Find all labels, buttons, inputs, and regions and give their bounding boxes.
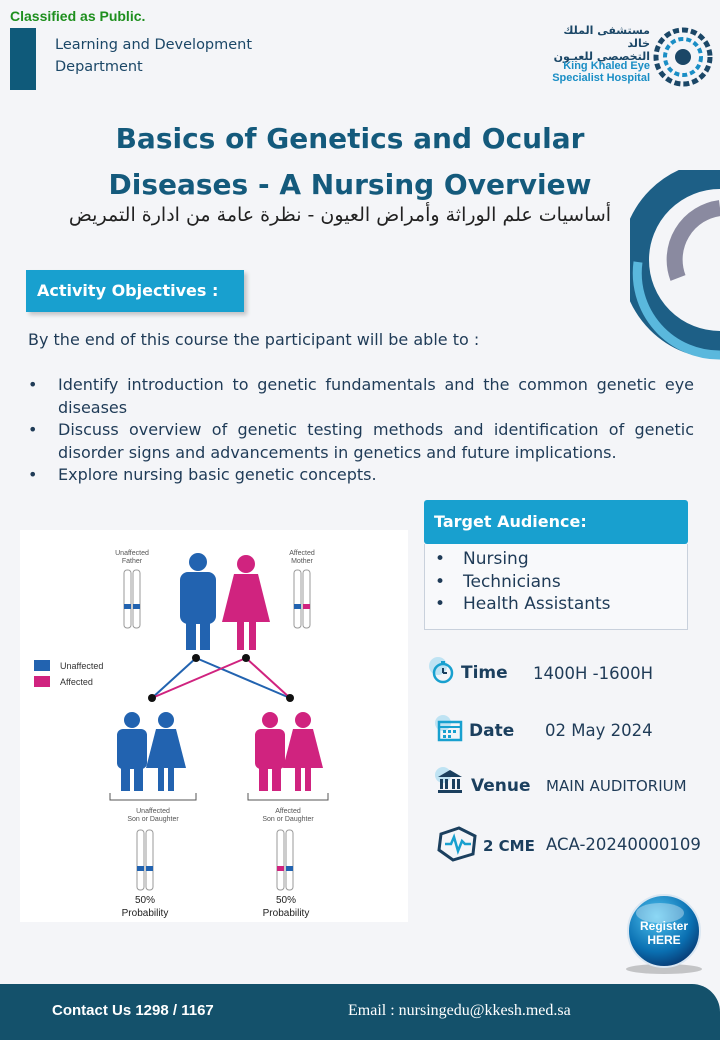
- objectives-list: [28, 374, 694, 487]
- time-label: Time: [461, 663, 508, 683]
- target-audience-heading: Target Audience:: [424, 500, 688, 544]
- legend-affected-label: Affected: [60, 677, 93, 687]
- department-name: [55, 34, 252, 78]
- hospital-arabic-line-1: مستشفى الملك خالد: [563, 24, 650, 50]
- course-title-arabic: أساسيات علم الوراثة وأمراض العيون - نظرة عامة من ادارة التمريض: [68, 204, 612, 226]
- audience-item: • Technicians: [435, 571, 687, 594]
- heartbeat-icon: [437, 826, 477, 862]
- hospital-logo-icon: [652, 26, 714, 88]
- department-line-2: Department: [55, 59, 143, 75]
- register-button[interactable]: [620, 893, 708, 975]
- affected-children-icon: [255, 712, 323, 791]
- objective-item: • Discuss overview of genetic testing methods and identification of genetic disorder signs and advancements in genetics and future implications.: [28, 419, 694, 464]
- date-label: Date: [469, 721, 515, 741]
- right-child-label-2: Son or Daughter: [262, 816, 314, 823]
- right-child-chromosome-icon: [277, 830, 293, 890]
- course-title-line-1: Basics of Genetics and Ocular: [115, 122, 585, 155]
- target-audience-box: [424, 544, 688, 630]
- register-line-2: HERE: [647, 933, 681, 947]
- left-child-chromosome-icon: [137, 830, 153, 890]
- objectives-heading: Activity Objectives :: [26, 270, 244, 312]
- legend-unaffected-swatch: [34, 660, 50, 671]
- left-probability-label: Probability: [121, 908, 169, 919]
- classification-label: Classified as Public.: [10, 8, 146, 24]
- calendar-icon: [434, 714, 464, 744]
- hospital-name-arabic: [540, 24, 650, 63]
- objective-item: • Explore nursing basic genetic concepts.: [28, 464, 694, 487]
- left-child-label-1: Unaffected: [136, 808, 170, 815]
- mother-figure-icon: [222, 555, 270, 650]
- email-link[interactable]: Email : nursingedu@kkesh.med.sa: [348, 1002, 571, 1019]
- building-icon: [434, 766, 464, 796]
- hospital-arabic-line-2: التخصصي للعيـون: [553, 50, 650, 63]
- unaffected-children-icon: [117, 712, 186, 791]
- father-chromosome-icon: [124, 570, 140, 628]
- hospital-english-line-1: King Khaled Eye: [563, 60, 650, 72]
- mother-label-2: Mother: [291, 558, 313, 565]
- venue-value: MAIN AUDITORIUM: [546, 777, 687, 795]
- venue-label: Venue: [471, 776, 531, 796]
- hospital-name-english: [540, 60, 650, 84]
- cme-label: 2 CME: [483, 837, 535, 855]
- department-accent-bar: [10, 28, 36, 90]
- audience-item: • Nursing: [435, 548, 687, 571]
- time-value: 1400H -1600H: [533, 664, 653, 683]
- register-line-1: Register: [639, 919, 689, 933]
- date-value: 02 May 2024: [545, 721, 653, 740]
- left-probability-value: 50%: [134, 895, 156, 906]
- left-child-label-2: Son or Daughter: [127, 816, 179, 823]
- father-label-2: Father: [121, 558, 143, 565]
- objectives-intro: By the end of this course the participant will be able to :: [28, 330, 480, 349]
- course-title: [60, 116, 640, 208]
- decorative-rings: [630, 170, 720, 360]
- department-line-1: Learning and Development: [55, 37, 253, 53]
- course-title-line-2: Diseases - A Nursing Overview: [108, 168, 592, 201]
- mother-label-1: Affected: [289, 550, 315, 557]
- right-probability-label: Probability: [262, 908, 310, 919]
- mother-chromosome-icon: [294, 570, 310, 628]
- audience-item: • Health Assistants: [435, 593, 687, 616]
- right-probability-value: 50%: [275, 895, 297, 906]
- contact-info: Contact Us 1298 / 1167: [52, 1002, 214, 1019]
- cme-value: ACA-20240000109: [546, 835, 701, 854]
- objective-item: • Identify introduction to genetic fundamentals and the common genetic eye diseases: [28, 374, 694, 419]
- inheritance-diagram: [20, 530, 408, 922]
- father-label-1: Unaffected: [115, 550, 149, 557]
- right-child-label-1: Affected: [275, 808, 301, 815]
- legend-affected-swatch: [34, 676, 50, 687]
- hospital-english-line-2: Specialist Hospital: [552, 72, 650, 84]
- clock-icon: [426, 656, 456, 686]
- legend-unaffected-label: Unaffected: [60, 661, 104, 671]
- father-figure-icon: [180, 553, 216, 650]
